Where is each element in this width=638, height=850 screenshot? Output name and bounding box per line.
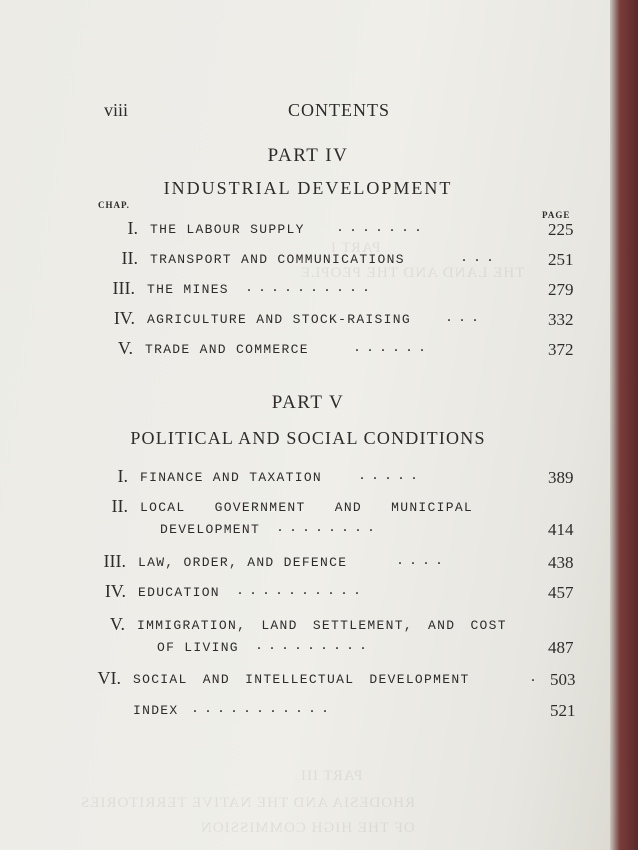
dot-leader: ........ bbox=[278, 518, 382, 535]
index-label: INDEX bbox=[133, 703, 179, 718]
chapter-number: V. bbox=[117, 338, 133, 358]
chapter-title: AGRICULTURE AND STOCK-RAISING bbox=[147, 312, 411, 327]
chapter-number: III. bbox=[112, 278, 135, 298]
chapter-title: FINANCE AND TAXATION bbox=[140, 470, 323, 485]
part-v-label: PART V bbox=[271, 392, 345, 413]
dot-leader: . bbox=[531, 668, 544, 685]
chapter-page: 251 bbox=[548, 250, 574, 269]
index-page: 521 bbox=[550, 701, 576, 720]
chapter-number: VI. bbox=[97, 668, 121, 688]
toc-entry-continuation[interactable] bbox=[157, 636, 580, 664]
part-iv-label: PART IV bbox=[267, 145, 349, 166]
page-title: CONTENTS bbox=[288, 100, 390, 120]
dot-leader: .......... bbox=[238, 581, 368, 598]
dot-leader: .... bbox=[398, 551, 450, 568]
chapter-title: EDUCATION bbox=[138, 585, 220, 600]
dot-leader: ........... bbox=[193, 699, 336, 716]
toc-entry[interactable] bbox=[113, 308, 580, 336]
chapter-title: THE MINES bbox=[147, 282, 229, 297]
dot-leader: ......... bbox=[257, 636, 374, 653]
chapter-number: II. bbox=[111, 496, 128, 516]
chapter-title-continued: DEVELOPMENT bbox=[160, 522, 261, 537]
toc-entry[interactable] bbox=[127, 218, 580, 246]
toc-entry[interactable] bbox=[117, 466, 580, 494]
chapter-number: I. bbox=[127, 218, 138, 238]
show-through-text: OF THE HIGH COMMISSION bbox=[200, 820, 415, 836]
chapter-page: 389 bbox=[548, 468, 574, 487]
chapter-column-label: CHAP. bbox=[98, 200, 130, 210]
chapter-number: I. bbox=[117, 466, 128, 486]
toc-entry[interactable] bbox=[97, 668, 580, 696]
toc-entry-index[interactable] bbox=[133, 699, 580, 727]
chapter-number: IV. bbox=[113, 308, 135, 328]
toc-entry-continuation[interactable] bbox=[160, 518, 580, 546]
chapter-number: IV. bbox=[104, 581, 126, 601]
chapter-title: TRANSPORT AND COMMUNICATIONS bbox=[150, 252, 405, 267]
chapter-page: 279 bbox=[548, 280, 574, 299]
toc-entry[interactable] bbox=[112, 278, 580, 306]
book-cover-edge bbox=[610, 0, 638, 850]
chapter-page: 332 bbox=[548, 310, 574, 329]
dot-leader: .......... bbox=[247, 278, 377, 295]
chapter-page: 225 bbox=[548, 220, 574, 239]
show-through-text: THE LAND AND THE PEOPLE bbox=[300, 265, 525, 281]
page-number-roman: viii bbox=[104, 100, 129, 120]
chapter-title: TRADE AND COMMERCE bbox=[145, 342, 309, 357]
chapter-page: 503 bbox=[550, 670, 576, 689]
chapter-title: LAW, ORDER, AND DEFENCE bbox=[138, 555, 348, 570]
dot-leader: ... bbox=[462, 248, 501, 265]
chapter-page: 457 bbox=[548, 583, 574, 602]
toc-entry[interactable] bbox=[104, 581, 580, 609]
dot-leader: ....... bbox=[338, 218, 429, 235]
toc-entry[interactable] bbox=[117, 338, 580, 366]
page-column-label: PAGE bbox=[542, 210, 571, 220]
chapter-page: 372 bbox=[548, 340, 574, 359]
dot-leader: ...... bbox=[355, 338, 433, 355]
chapter-title: THE LABOUR SUPPLY bbox=[150, 222, 305, 237]
dot-leader: ..... bbox=[360, 466, 425, 483]
dot-leader: ... bbox=[447, 308, 486, 325]
show-through-text: RHODESIA AND THE NATIVE TERRITORIES bbox=[80, 795, 416, 811]
chapter-title: SOCIAL AND INTELLECTUAL DEVELOPMENT bbox=[133, 672, 470, 687]
chapter-title: LOCAL GOVERNMENT AND MUNICIPAL bbox=[140, 500, 474, 515]
part-v-title: POLITICAL AND SOCIAL CONDITIONS bbox=[130, 428, 486, 448]
chapter-page: 487 bbox=[548, 638, 574, 657]
chapter-title: IMMIGRATION, LAND SETTLEMENT, AND COST bbox=[137, 618, 507, 633]
chapter-page: 414 bbox=[548, 520, 574, 539]
chapter-title-continued: OF LIVING bbox=[157, 640, 239, 655]
chapter-number: III. bbox=[103, 551, 126, 571]
show-through-text: PART I bbox=[330, 240, 381, 256]
chapter-number: V. bbox=[109, 614, 125, 634]
chapter-page: 438 bbox=[548, 553, 574, 572]
show-through-text: PART III bbox=[300, 768, 363, 784]
chapter-number: II. bbox=[121, 248, 138, 268]
part-iv-title: INDUSTRIAL DEVELOPMENT bbox=[163, 178, 453, 198]
toc-entry[interactable] bbox=[103, 551, 580, 579]
